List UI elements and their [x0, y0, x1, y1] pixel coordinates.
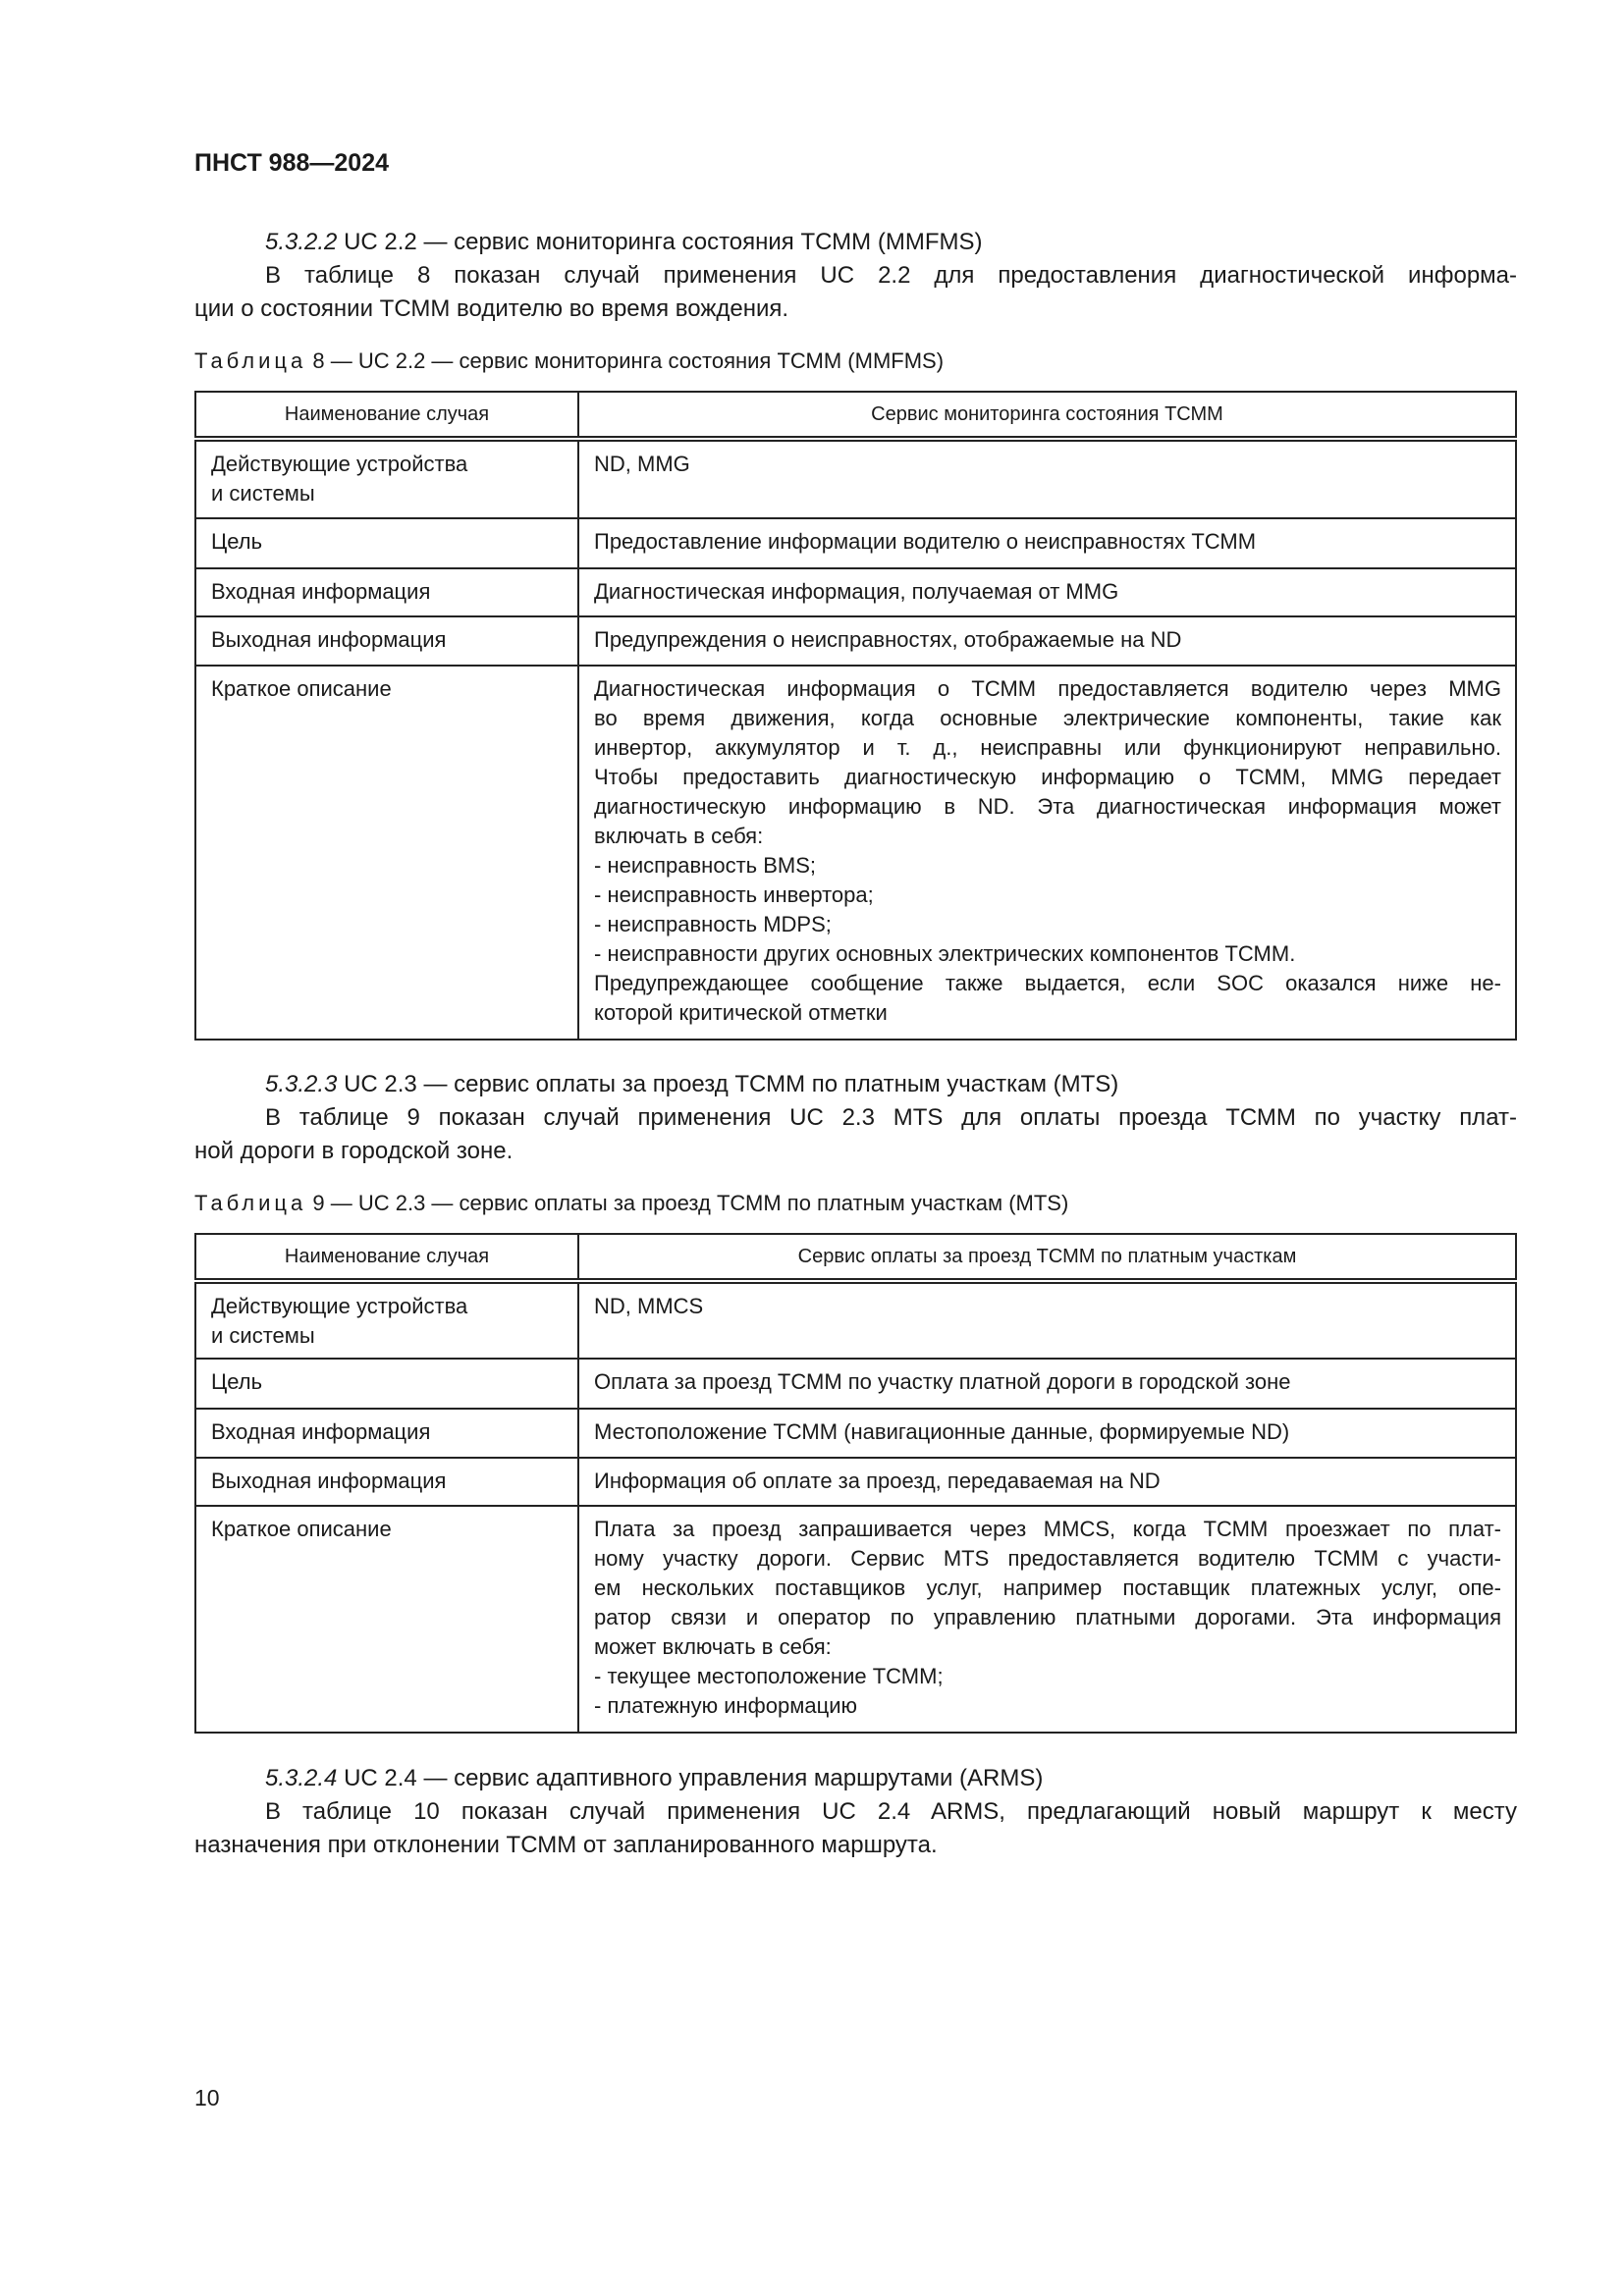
table-row: [195, 1409, 1516, 1458]
table-row: [195, 616, 1516, 666]
row-value-line: может включать в себя:: [594, 1634, 832, 1659]
row-name-line: Краткое описание: [211, 676, 392, 701]
row-name-line: Действующие устройства: [211, 1294, 468, 1318]
paragraph-line: ции о состоянии ТСММ водителю во время вождения.: [194, 295, 789, 322]
column-header: Сервис мониторинга состояния ТСММ: [578, 392, 1516, 439]
row-value-line: ному участку дороги. Сервис MTS предоставляется водителю ТСММ с участи-: [594, 1546, 1501, 1571]
table-row: [195, 518, 1516, 568]
row-value-line: Оплата за проезд ТСММ по участку платной дороги в городской зоне: [594, 1369, 1291, 1394]
table-8-caption: [194, 348, 944, 374]
row-name-line: Входная информация: [211, 1419, 431, 1444]
table-row: [195, 1506, 1516, 1733]
page-number: 10: [194, 2085, 220, 2110]
caption-text: 9 — UC 2.3 — сервис оплаты за проезд ТСММ по платным участкам (MTS): [306, 1191, 1069, 1215]
table-header-row: [195, 392, 1516, 439]
table-9: [194, 1233, 1517, 1734]
row-value-line: ем нескольких поставщиков услуг, например поставщик платежных услуг, опе-: [594, 1575, 1501, 1600]
row-value-line: Предупреждающее сообщение также выдается, если SOC оказался ниже не-: [594, 971, 1501, 995]
row-name-line: Выходная информация: [211, 1468, 447, 1493]
section-heading: [194, 1068, 1517, 1101]
section-5-3-2-4: [194, 1762, 1517, 1862]
row-name-cell: [195, 1458, 578, 1506]
row-value-cell: [578, 1506, 1516, 1733]
section-heading: [194, 226, 1517, 259]
table-row: [195, 1359, 1516, 1409]
row-value-cell: [578, 439, 1516, 518]
paragraph-line: В таблице 9 показан случай применения UC 2.3 MTS для оплаты проезда ТСММ по участку плат-: [265, 1104, 1517, 1131]
table-row: [195, 1458, 1516, 1506]
row-value-line: - платежную информацию: [594, 1693, 857, 1718]
row-name-cell: [195, 1359, 578, 1409]
row-value-line: инвертор, аккумулятор и т. д., неисправны или функционируют неправильно.: [594, 735, 1501, 760]
section-number: 5.3.2.4: [265, 1765, 338, 1791]
row-value-line: Диагностическая информация, получаемая от MMG: [594, 579, 1119, 604]
document-id: ПНСТ 988—2024: [194, 149, 389, 177]
paragraph-line: ной дороги в городской зоне.: [194, 1138, 514, 1164]
table-row: [195, 568, 1516, 616]
row-name-cell: [195, 1281, 578, 1359]
column-header: Наименование случая: [195, 392, 578, 439]
row-value-cell: [578, 1409, 1516, 1458]
row-name-cell: [195, 518, 578, 568]
paragraph-line: В таблице 10 показан случай применения UC 2.4 ARMS, предлагающий новый маршрут к месту: [265, 1798, 1517, 1825]
row-value-line: Чтобы предоставить диагностическую информацию о ТСММ, MMG передает: [594, 765, 1501, 789]
row-value-line: Местоположение ТСММ (навигационные данные, формируемые ND): [594, 1419, 1290, 1444]
caption-label: Таблица: [194, 1191, 307, 1215]
caption-text: 8 — UC 2.2 — сервис мониторинга состояния ТСММ (MMFMS): [306, 348, 945, 373]
section-title: UC 2.3 — сервис оплаты за проезд ТСММ по платным участкам (MTS): [337, 1071, 1119, 1097]
caption-label: Таблица: [194, 348, 307, 373]
row-name-cell: [195, 439, 578, 518]
row-value-line: Информация об оплате за проезд, передаваемая на ND: [594, 1468, 1161, 1493]
row-value-cell: [578, 1458, 1516, 1506]
row-name-cell: [195, 616, 578, 666]
row-name-line: Выходная информация: [211, 627, 447, 652]
row-value-cell: [578, 518, 1516, 568]
row-name-cell: [195, 568, 578, 616]
row-value-line: диагностическую информацию в ND. Эта диагностическая информация может: [594, 794, 1501, 819]
section-5-3-2-2: [194, 226, 1517, 326]
section-heading: [194, 1762, 1517, 1795]
row-name-line: Цель: [211, 1369, 263, 1394]
section-number: 5.3.2.3: [265, 1071, 338, 1097]
section-number: 5.3.2.2: [265, 229, 338, 255]
row-value-line: - неисправность инвертора;: [594, 882, 874, 907]
section-5-3-2-3: [194, 1068, 1517, 1168]
row-value-line: - неисправность MDPS;: [594, 912, 832, 936]
section-title: UC 2.4 — сервис адаптивного управления маршрутами (ARMS): [337, 1765, 1044, 1791]
table-row: [195, 666, 1516, 1040]
table-8: [194, 391, 1517, 1041]
row-name-line: Действующие устройства: [211, 452, 468, 476]
table-header-row: [195, 1234, 1516, 1281]
row-value-line: которой критической отметки: [594, 1000, 888, 1025]
row-value-line: Диагностическая информация о ТСММ предоставляется водителю через MMG: [594, 676, 1501, 701]
row-value-cell: [578, 1281, 1516, 1359]
row-value-line: - текущее местоположение ТСММ;: [594, 1664, 944, 1688]
row-value-line: ратор связи и оператор по управлению платными дорогами. Эта информация: [594, 1605, 1501, 1629]
table-9-caption: [194, 1191, 1068, 1216]
row-value-line: Плата за проезд запрашивается через MMCS, когда ТСММ проезжает по плат-: [594, 1517, 1501, 1541]
row-name-line: и системы: [211, 481, 315, 506]
paragraph-line: В таблице 8 показан случай применения UC 2.2 для предоставления диагностической информа-: [265, 262, 1517, 289]
row-value-cell: [578, 616, 1516, 666]
row-value-cell: [578, 1359, 1516, 1409]
row-value-line: Предупреждения о неисправностях, отображаемые на ND: [594, 627, 1182, 652]
row-value-line: во время движения, когда основные электрические компоненты, такие как: [594, 706, 1501, 730]
paragraph-line: назначения при отклонении ТСММ от запланированного маршрута.: [194, 1832, 938, 1858]
row-name-cell: [195, 1409, 578, 1458]
row-name-cell: [195, 666, 578, 1040]
section-title: UC 2.2 — сервис мониторинга состояния ТСММ (MMFMS): [337, 229, 983, 255]
table-row: [195, 439, 1516, 518]
row-value-line: - неисправность BMS;: [594, 853, 817, 878]
row-value-line: ND, MMG: [594, 452, 690, 476]
row-value-line: ND, MMCS: [594, 1294, 704, 1318]
row-value-cell: [578, 666, 1516, 1040]
row-value-line: Предоставление информации водителю о неисправностях ТСММ: [594, 529, 1257, 554]
row-value-line: - неисправности других основных электрических компонентов ТСММ.: [594, 941, 1296, 966]
row-name-line: Входная информация: [211, 579, 431, 604]
row-name-cell: [195, 1506, 578, 1733]
column-header: Наименование случая: [195, 1234, 578, 1281]
row-value-cell: [578, 568, 1516, 616]
row-name-line: и системы: [211, 1323, 315, 1348]
column-header: Сервис оплаты за проезд ТСММ по платным участкам: [578, 1234, 1516, 1281]
row-value-line: включать в себя:: [594, 824, 764, 848]
table-row: [195, 1281, 1516, 1359]
row-name-line: Цель: [211, 529, 263, 554]
row-name-line: Краткое описание: [211, 1517, 392, 1541]
